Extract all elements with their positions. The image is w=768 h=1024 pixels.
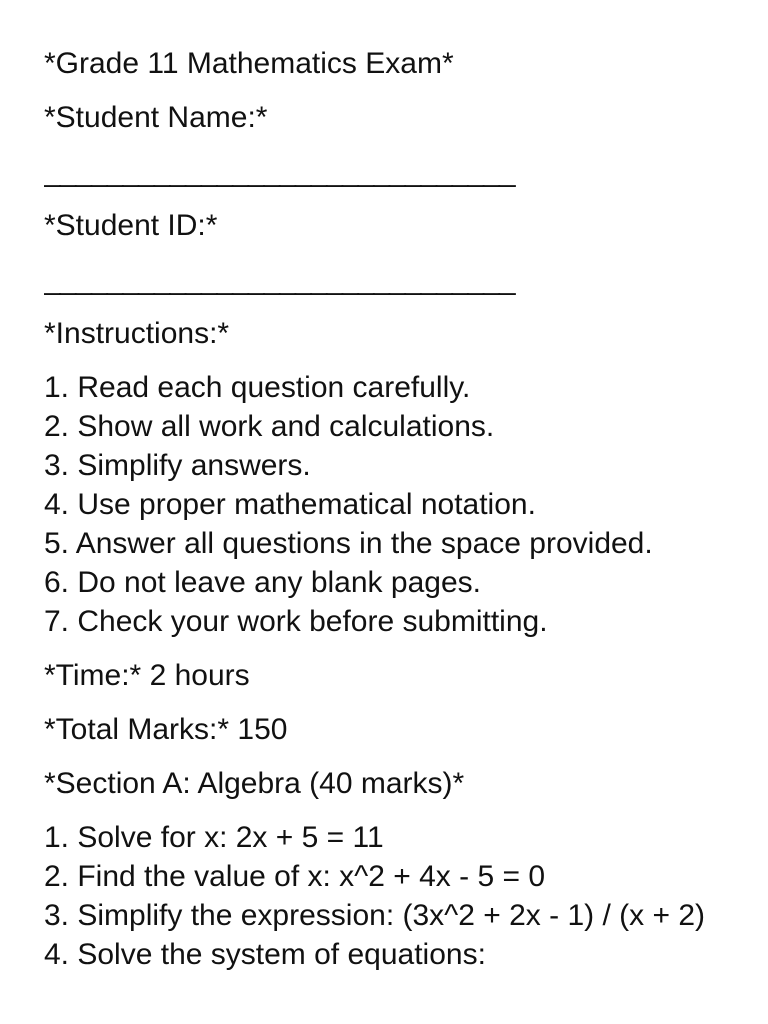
instructions-list bbox=[44, 368, 724, 641]
instruction-item: 5. Answer all questions in the space provided. bbox=[44, 527, 653, 560]
instruction-item: 3. Simplify answers. bbox=[44, 449, 311, 482]
student-name-label: *Student Name:* bbox=[44, 101, 268, 134]
instruction-item: 1. Read each question carefully. bbox=[44, 371, 471, 404]
student-id-label: *Student ID:* bbox=[44, 209, 218, 242]
instruction-item: 7. Check your work before submitting. bbox=[44, 605, 548, 638]
student-id-line: ______________________________ bbox=[44, 263, 515, 296]
section-a-heading: *Section A: Algebra (40 marks)* bbox=[44, 767, 465, 800]
instruction-item: 4. Use proper mathematical notation. bbox=[44, 488, 536, 521]
exam-time: *Time:* 2 hours bbox=[44, 659, 250, 692]
exam-total-marks: *Total Marks:* 150 bbox=[44, 713, 288, 746]
question-item: 4. Solve the system of equations: bbox=[44, 938, 486, 971]
question-item: 3. Simplify the expression: (3x^2 + 2x - 1) / (x + 2) bbox=[44, 899, 705, 932]
question-item: 2. Find the value of x: x^2 + 4x - 5 = 0 bbox=[44, 860, 546, 893]
section-a-questions bbox=[44, 818, 724, 974]
instructions-heading: *Instructions:* bbox=[44, 317, 230, 350]
exam-title: *Grade 11 Mathematics Exam* bbox=[44, 47, 454, 80]
question-item: 1. Solve for x: 2x + 5 = 11 bbox=[44, 821, 384, 854]
instruction-item: 2. Show all work and calculations. bbox=[44, 410, 495, 443]
instruction-item: 6. Do not leave any blank pages. bbox=[44, 566, 481, 599]
student-name-line: ______________________________ bbox=[44, 155, 515, 188]
exam-document bbox=[44, 44, 724, 989]
